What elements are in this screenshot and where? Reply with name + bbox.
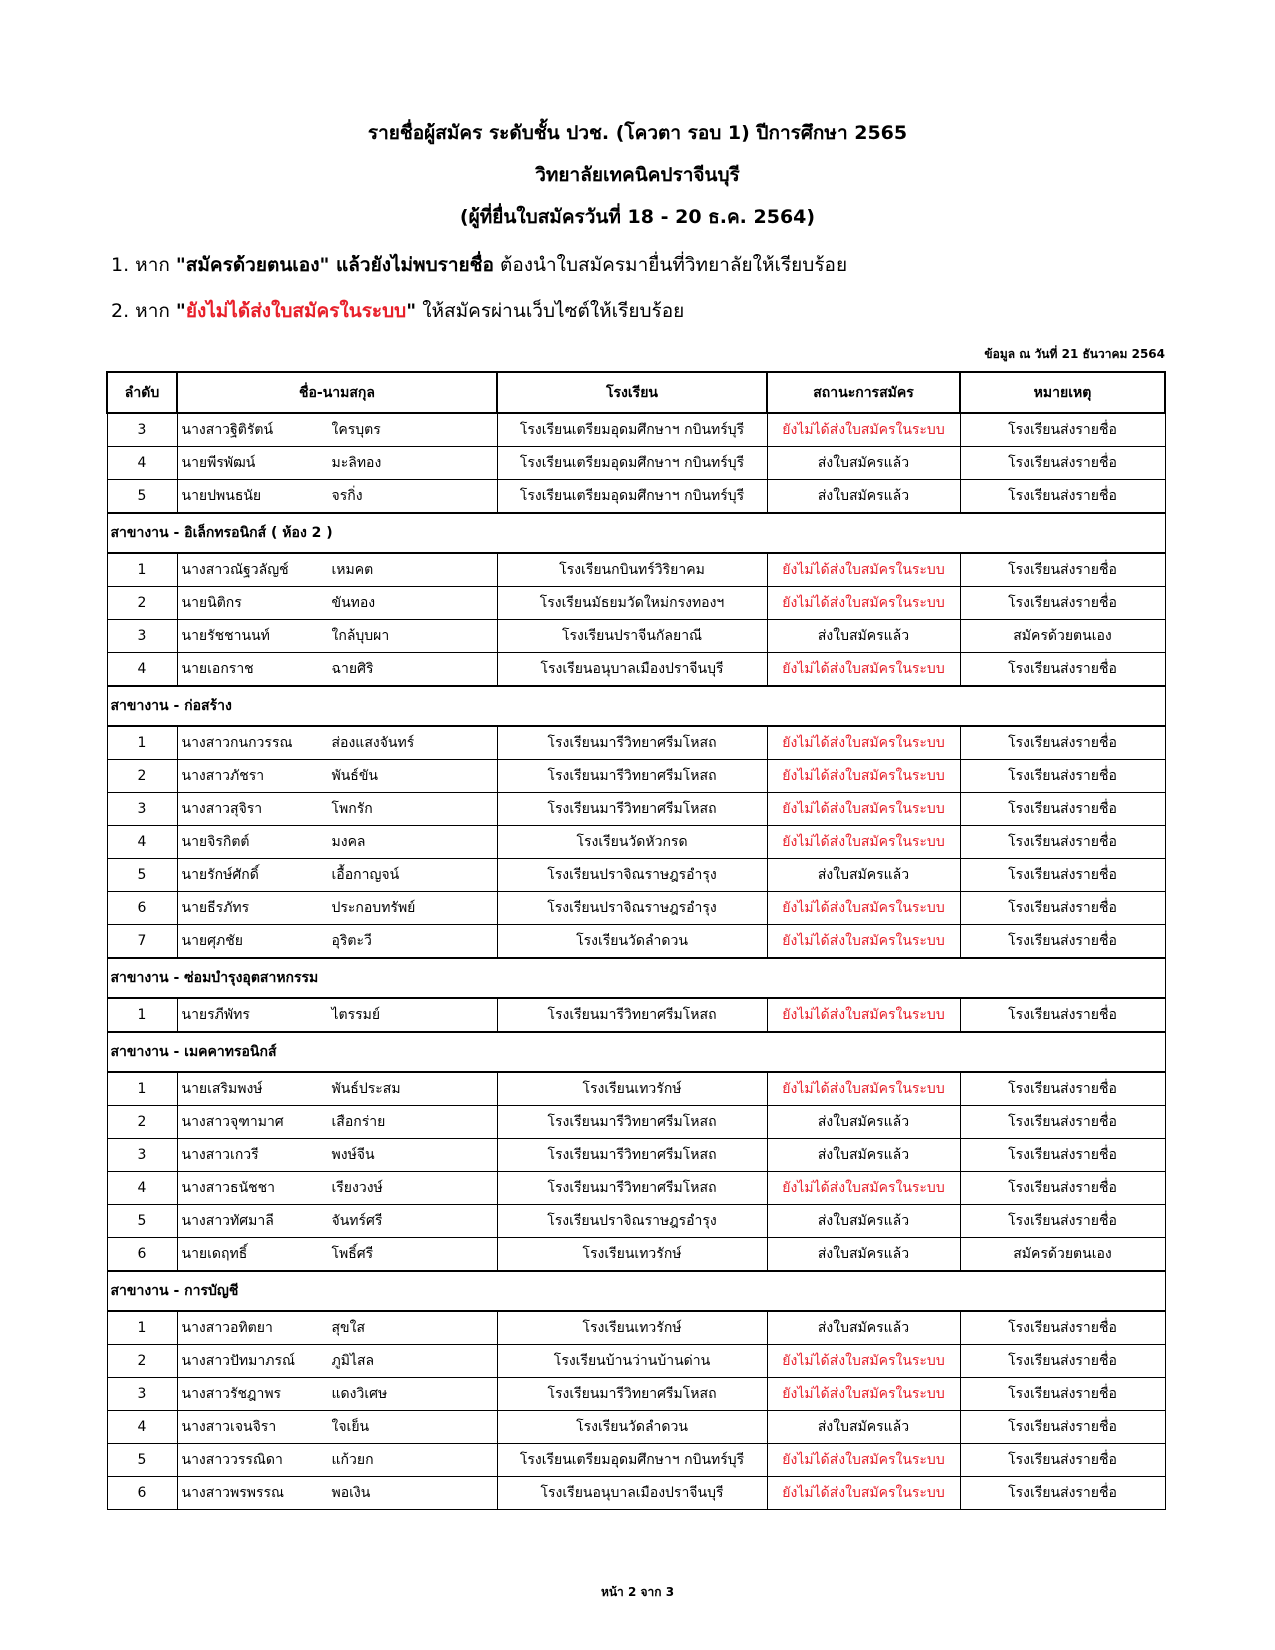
table-row [107, 1311, 1165, 1345]
first-name: นางสาวธนัชชา [181, 1180, 276, 1196]
school-name: โรงเรียนเทวรักษ์ [497, 1311, 767, 1345]
remark: โรงเรียนส่งรายชื่อ [960, 1072, 1165, 1106]
school-name: โรงเรียนมารีวิทยาศรีมโหสถ [497, 726, 767, 760]
row-number: 4 [107, 447, 177, 480]
applicant-name [177, 480, 497, 514]
first-name: นายรักษ์ศักดิ์ [181, 867, 259, 883]
application-status: ส่งใบสมัครแล้ว [767, 480, 960, 514]
remark: โรงเรียนส่งรายชื่อ [960, 413, 1165, 447]
remark: สมัครด้วยตนเอง [960, 620, 1165, 653]
section-label: สาขางาน - ซ่อมบำรุงอุตสาหกรรม [107, 958, 1165, 998]
date-range: (ผู้ที่ยื่นใบสมัครวันที่ 18 - 20 ธ.ค. 2564) [459, 206, 816, 228]
first-name: นายรัชชานนท์ [181, 628, 270, 644]
last-name: มงคล [331, 834, 366, 850]
applicant-table [106, 371, 1166, 1510]
table-header [107, 372, 1165, 413]
application-status: ยังไม่ได้ส่งใบสมัครในระบบ [767, 587, 960, 620]
first-name: นายเสริมพงษ์ [181, 1081, 263, 1097]
application-status: ส่งใบสมัครแล้ว [767, 1205, 960, 1238]
remark: โรงเรียนส่งรายชื่อ [960, 998, 1165, 1032]
application-status: ยังไม่ได้ส่งใบสมัครในระบบ [767, 760, 960, 793]
last-name: จรกิ่ง [331, 488, 363, 504]
remark: สมัครด้วยตนเอง [960, 1238, 1165, 1272]
row-number: 1 [107, 726, 177, 760]
application-status: ส่งใบสมัครแล้ว [767, 447, 960, 480]
application-status: ส่งใบสมัครแล้ว [767, 1139, 960, 1172]
first-name: นายปพนธนัย [181, 488, 262, 504]
application-status: ยังไม่ได้ส่งใบสมัครในระบบ [767, 553, 960, 587]
table-row [107, 413, 1165, 447]
first-name: นายพีรพัฒน์ [181, 455, 256, 471]
last-name: เอื้อกาญจน์ [331, 867, 400, 883]
row-number: 4 [107, 826, 177, 859]
last-name: ใกล้บุบผา [331, 628, 390, 644]
table-row [107, 859, 1165, 892]
college-name: วิทยาลัยเทคนิคปราจีนบุรี [535, 164, 740, 186]
table-row [107, 1139, 1165, 1172]
applicant-name [177, 447, 497, 480]
school-name: โรงเรียนมารีวิทยาศรีมโหสถ [497, 1172, 767, 1205]
application-status: ส่งใบสมัครแล้ว [767, 1106, 960, 1139]
application-status: ยังไม่ได้ส่งใบสมัครในระบบ [767, 1172, 960, 1205]
applicant-name [177, 1311, 497, 1345]
first-name: นายเดฤทธิ์ [181, 1246, 248, 1262]
school-name: โรงเรียนมารีวิทยาศรีมโหสถ [497, 760, 767, 793]
remark: โรงเรียนส่งรายชื่อ [960, 1172, 1165, 1205]
table-row [107, 1477, 1165, 1510]
table-row [107, 1444, 1165, 1477]
page-number: หน้า 2 จาก 3 [600, 1585, 675, 1599]
school-name: โรงเรียนปราจิณราษฎรอำรุง [497, 1205, 767, 1238]
last-name: พันธ์ขัน [331, 768, 378, 784]
table-row [107, 653, 1165, 687]
application-status: ยังไม่ได้ส่งใบสมัครในระบบ [767, 1477, 960, 1510]
remark: โรงเรียนส่งรายชื่อ [960, 1444, 1165, 1477]
school-name: โรงเรียนมารีวิทยาศรีมโหสถ [497, 1139, 767, 1172]
section-label: สาขางาน - เมคคาทรอนิกส์ [107, 1032, 1165, 1072]
first-name: นายศุภชัย [181, 933, 243, 949]
first-name: นายนิติกร [181, 595, 242, 611]
table-body [107, 413, 1165, 1510]
remark: โรงเรียนส่งรายชื่อ [960, 587, 1165, 620]
note-1: 1. หาก "สมัครด้วยตนเอง" แล้วยังไม่พบรายชื่อ ต้องนำใบสมัครมายื่นที่วิทยาลัยให้เรียบร้อย [111, 254, 848, 276]
table-row [107, 826, 1165, 859]
last-name: ไตรรมย์ [331, 1007, 381, 1023]
first-name: นางสาววรรณิดา [181, 1452, 283, 1468]
application-status: ยังไม่ได้ส่งใบสมัครในระบบ [767, 892, 960, 925]
application-status: ส่งใบสมัครแล้ว [767, 620, 960, 653]
application-status: ยังไม่ได้ส่งใบสมัครในระบบ [767, 826, 960, 859]
last-name: มะลิทอง [331, 455, 382, 471]
col-remark: หมายเหตุ [960, 372, 1165, 413]
first-name: นายรภีพัทร [181, 1007, 250, 1023]
application-status: ยังไม่ได้ส่งใบสมัครในระบบ [767, 653, 960, 687]
application-status: ยังไม่ได้ส่งใบสมัครในระบบ [767, 1072, 960, 1106]
table-row [107, 760, 1165, 793]
first-name: นายธีรภัทร [181, 900, 250, 916]
first-name: นางสาวรัชฎาพร [181, 1386, 282, 1402]
table-row [107, 1238, 1165, 1272]
application-status: ยังไม่ได้ส่งใบสมัครในระบบ [767, 998, 960, 1032]
first-name: นางสาวฐิติรัตน์ [181, 422, 274, 438]
school-name: โรงเรียนมารีวิทยาศรีมโหสถ [497, 1378, 767, 1411]
application-status: ยังไม่ได้ส่งใบสมัครในระบบ [767, 925, 960, 959]
remark: โรงเรียนส่งรายชื่อ [960, 1345, 1165, 1378]
first-name: นางสาวจุฑามาศ [181, 1114, 284, 1130]
applicant-name [177, 892, 497, 925]
applicant-name [177, 1205, 497, 1238]
school-name: โรงเรียนบ้านว่านบ้านด่าน [497, 1345, 767, 1378]
application-status: ส่งใบสมัครแล้ว [767, 1311, 960, 1345]
last-name: โพกรัก [331, 801, 373, 817]
row-number: 3 [107, 1139, 177, 1172]
applicant-name [177, 925, 497, 959]
last-name: ใครบุตร [331, 422, 381, 438]
table-row [107, 1106, 1165, 1139]
last-name: ใจเย็น [331, 1419, 370, 1435]
row-number: 6 [107, 892, 177, 925]
application-status: ยังไม่ได้ส่งใบสมัครในระบบ [767, 726, 960, 760]
applicant-name [177, 653, 497, 687]
section-row [107, 513, 1165, 553]
row-number: 5 [107, 1205, 177, 1238]
as-of-date: ข้อมูล ณ วันที่ 21 ธันวาคม 2564 [984, 347, 1165, 361]
last-name: ฉายศิริ [331, 661, 374, 677]
table-row [107, 925, 1165, 959]
section-row [107, 1271, 1165, 1311]
section-row [107, 686, 1165, 726]
row-number: 3 [107, 793, 177, 826]
applicant-name [177, 998, 497, 1032]
first-name: นางสาวสุจิรา [181, 801, 263, 817]
last-name: สุขใส [331, 1320, 365, 1336]
section-label: สาขางาน - การบัญชี [107, 1271, 1165, 1311]
school-name: โรงเรียนเตรียมอุดมศึกษาฯ กบินทร์บุรี [497, 447, 767, 480]
school-name: โรงเรียนวัดลำดวน [497, 925, 767, 959]
first-name: นางสาวเจนจิรา [181, 1419, 277, 1435]
last-name: ประกอบทรัพย์ [331, 900, 416, 916]
last-name: อุริตะวี [331, 933, 372, 949]
school-name: โรงเรียนปราจิณราษฎรอำรุง [497, 859, 767, 892]
remark: โรงเรียนส่งรายชื่อ [960, 892, 1165, 925]
applicant-name [177, 793, 497, 826]
last-name: ขันทอง [331, 595, 376, 611]
table-row [107, 620, 1165, 653]
first-name: นางสาวณัฐวลัญช์ [181, 562, 289, 578]
table-row [107, 998, 1165, 1032]
row-number: 1 [107, 998, 177, 1032]
last-name: เรียงวงษ์ [331, 1180, 383, 1196]
school-name: โรงเรียนเตรียมอุดมศึกษาฯ กบินทร์บุรี [497, 1444, 767, 1477]
row-number: 1 [107, 1311, 177, 1345]
school-name: โรงเรียนเตรียมอุดมศึกษาฯ กบินทร์บุรี [497, 480, 767, 514]
first-name: นางสาวอทิตยา [181, 1320, 273, 1336]
first-name: นายเอกราช [181, 661, 254, 677]
remark: โรงเรียนส่งรายชื่อ [960, 653, 1165, 687]
school-name: โรงเรียนวัดลำดวน [497, 1411, 767, 1444]
first-name: นางสาวทัศมาลี [181, 1213, 274, 1229]
applicant-name [177, 1444, 497, 1477]
remark: โรงเรียนส่งรายชื่อ [960, 447, 1165, 480]
school-name: โรงเรียนมารีวิทยาศรีมโหสถ [497, 998, 767, 1032]
school-name: โรงเรียนเทวรักษ์ [497, 1072, 767, 1106]
school-name: โรงเรียนอนุบาลเมืองปราจีนบุรี [497, 1477, 767, 1510]
last-name: แก้วยก [331, 1452, 374, 1468]
school-name: โรงเรียนเตรียมอุดมศึกษาฯ กบินทร์บุรี [497, 413, 767, 447]
applicant-name [177, 413, 497, 447]
school-name: โรงเรียนกบินทร์วิริยาคม [497, 553, 767, 587]
doc-title: รายชื่อผู้สมัคร ระดับชั้น ปวช. (โควตา รอบ 1) ปีการศึกษา 2565 [367, 122, 908, 144]
remark: โรงเรียนส่งรายชื่อ [960, 553, 1165, 587]
school-name: โรงเรียนมารีวิทยาศรีมโหสถ [497, 1106, 767, 1139]
row-number: 2 [107, 587, 177, 620]
first-name: นางสาวปัทมาภรณ์ [181, 1353, 295, 1369]
school-name: โรงเรียนปราจีนกัลยาณี [497, 620, 767, 653]
remark: โรงเรียนส่งรายชื่อ [960, 1378, 1165, 1411]
last-name: ส่องแสงจันทร์ [331, 735, 415, 751]
applicant-name [177, 1072, 497, 1106]
applicant-name [177, 1139, 497, 1172]
row-number: 3 [107, 1378, 177, 1411]
table-row [107, 1378, 1165, 1411]
application-status: ยังไม่ได้ส่งใบสมัครในระบบ [767, 413, 960, 447]
table-row [107, 1411, 1165, 1444]
row-number: 2 [107, 1106, 177, 1139]
remark: โรงเรียนส่งรายชื่อ [960, 1311, 1165, 1345]
section-label: สาขางาน - ก่อสร้าง [107, 686, 1165, 726]
table-row [107, 587, 1165, 620]
section-row [107, 958, 1165, 998]
last-name: พงษ์จีน [331, 1147, 375, 1163]
last-name: แดงวิเศษ [331, 1386, 388, 1402]
first-name: นายจิรกิตต์ [181, 834, 250, 850]
last-name: พอเงิน [331, 1485, 371, 1501]
application-status: ส่งใบสมัครแล้ว [767, 859, 960, 892]
application-status: ยังไม่ได้ส่งใบสมัครในระบบ [767, 1378, 960, 1411]
applicant-name [177, 1238, 497, 1272]
section-label: สาขางาน - อิเล็กทรอนิกส์ ( ห้อง 2 ) [107, 513, 1165, 553]
table-row [107, 553, 1165, 587]
applicant-name [177, 1477, 497, 1510]
remark: โรงเรียนส่งรายชื่อ [960, 726, 1165, 760]
row-number: 4 [107, 1172, 177, 1205]
remark: โรงเรียนส่งรายชื่อ [960, 859, 1165, 892]
row-number: 4 [107, 653, 177, 687]
applicant-name [177, 859, 497, 892]
remark: โรงเรียนส่งรายชื่อ [960, 826, 1165, 859]
row-number: 6 [107, 1238, 177, 1272]
applicant-name [177, 1345, 497, 1378]
row-number: 2 [107, 1345, 177, 1378]
remark: โรงเรียนส่งรายชื่อ [960, 1411, 1165, 1444]
row-number: 5 [107, 1444, 177, 1477]
last-name: เหมคต [331, 562, 374, 578]
row-number: 5 [107, 859, 177, 892]
applicant-name [177, 826, 497, 859]
application-status: ส่งใบสมัครแล้ว [767, 1411, 960, 1444]
first-name: นางสาวกนกวรรณ [181, 735, 293, 751]
applicant-name [177, 553, 497, 587]
table-row [107, 480, 1165, 514]
table-row [107, 1072, 1165, 1106]
school-name: โรงเรียนมัธยมวัดใหม่กรงทองฯ [497, 587, 767, 620]
applicant-name [177, 1172, 497, 1205]
first-name: นางสาวเกวรี [181, 1147, 259, 1163]
table-row [107, 892, 1165, 925]
school-name: โรงเรียนปราจิณราษฎรอำรุง [497, 892, 767, 925]
applicant-name [177, 587, 497, 620]
last-name: พันธ์ประสม [331, 1081, 401, 1097]
remark: โรงเรียนส่งรายชื่อ [960, 1477, 1165, 1510]
row-number: 3 [107, 413, 177, 447]
note-2: 2. หาก "ยังไม่ได้ส่งใบสมัครในระบบ" ให้สมัครผ่านเว็บไซต์ให้เรียบร้อย [111, 300, 685, 322]
table-row [107, 447, 1165, 480]
last-name: จันทร์ศรี [331, 1213, 383, 1229]
table-row [107, 726, 1165, 760]
col-no: ลำดับ [107, 372, 177, 413]
section-row [107, 1032, 1165, 1072]
first-name: นางสาวภัชรา [181, 768, 265, 784]
remark: โรงเรียนส่งรายชื่อ [960, 1139, 1165, 1172]
col-status: สถานะการสมัคร [767, 372, 960, 413]
last-name: ภูมิไสล [331, 1353, 375, 1369]
last-name: โพธิ์ศรี [331, 1246, 374, 1262]
school-name: โรงเรียนอนุบาลเมืองปราจีนบุรี [497, 653, 767, 687]
school-name: โรงเรียนเทวรักษ์ [497, 1238, 767, 1272]
application-status: ส่งใบสมัครแล้ว [767, 1238, 960, 1272]
applicant-name [177, 1411, 497, 1444]
remark: โรงเรียนส่งรายชื่อ [960, 480, 1165, 514]
row-number: 1 [107, 1072, 177, 1106]
table-row [107, 1172, 1165, 1205]
remark: โรงเรียนส่งรายชื่อ [960, 1106, 1165, 1139]
remark: โรงเรียนส่งรายชื่อ [960, 793, 1165, 826]
row-number: 7 [107, 925, 177, 959]
applicant-name [177, 620, 497, 653]
row-number: 2 [107, 760, 177, 793]
applicant-name [177, 1378, 497, 1411]
applicant-name [177, 726, 497, 760]
remark: โรงเรียนส่งรายชื่อ [960, 760, 1165, 793]
table-row [107, 1205, 1165, 1238]
row-number: 5 [107, 480, 177, 514]
col-school: โรงเรียน [497, 372, 767, 413]
first-name: นางสาวพรพรรณ [181, 1485, 285, 1501]
last-name: เสือกร่าย [331, 1114, 386, 1130]
row-number: 3 [107, 620, 177, 653]
school-name: โรงเรียนมารีวิทยาศรีมโหสถ [497, 793, 767, 826]
row-number: 1 [107, 553, 177, 587]
col-name: ชื่อ-นามสกุล [177, 372, 497, 413]
school-name: โรงเรียนวัดหัวกรด [497, 826, 767, 859]
remark: โรงเรียนส่งรายชื่อ [960, 1205, 1165, 1238]
application-status: ยังไม่ได้ส่งใบสมัครในระบบ [767, 1444, 960, 1477]
remark: โรงเรียนส่งรายชื่อ [960, 925, 1165, 959]
application-status: ยังไม่ได้ส่งใบสมัครในระบบ [767, 1345, 960, 1378]
row-number: 6 [107, 1477, 177, 1510]
applicant-name [177, 1106, 497, 1139]
applicant-name [177, 760, 497, 793]
application-status: ยังไม่ได้ส่งใบสมัครในระบบ [767, 793, 960, 826]
row-number: 4 [107, 1411, 177, 1444]
table-row [107, 793, 1165, 826]
table-row [107, 1345, 1165, 1378]
